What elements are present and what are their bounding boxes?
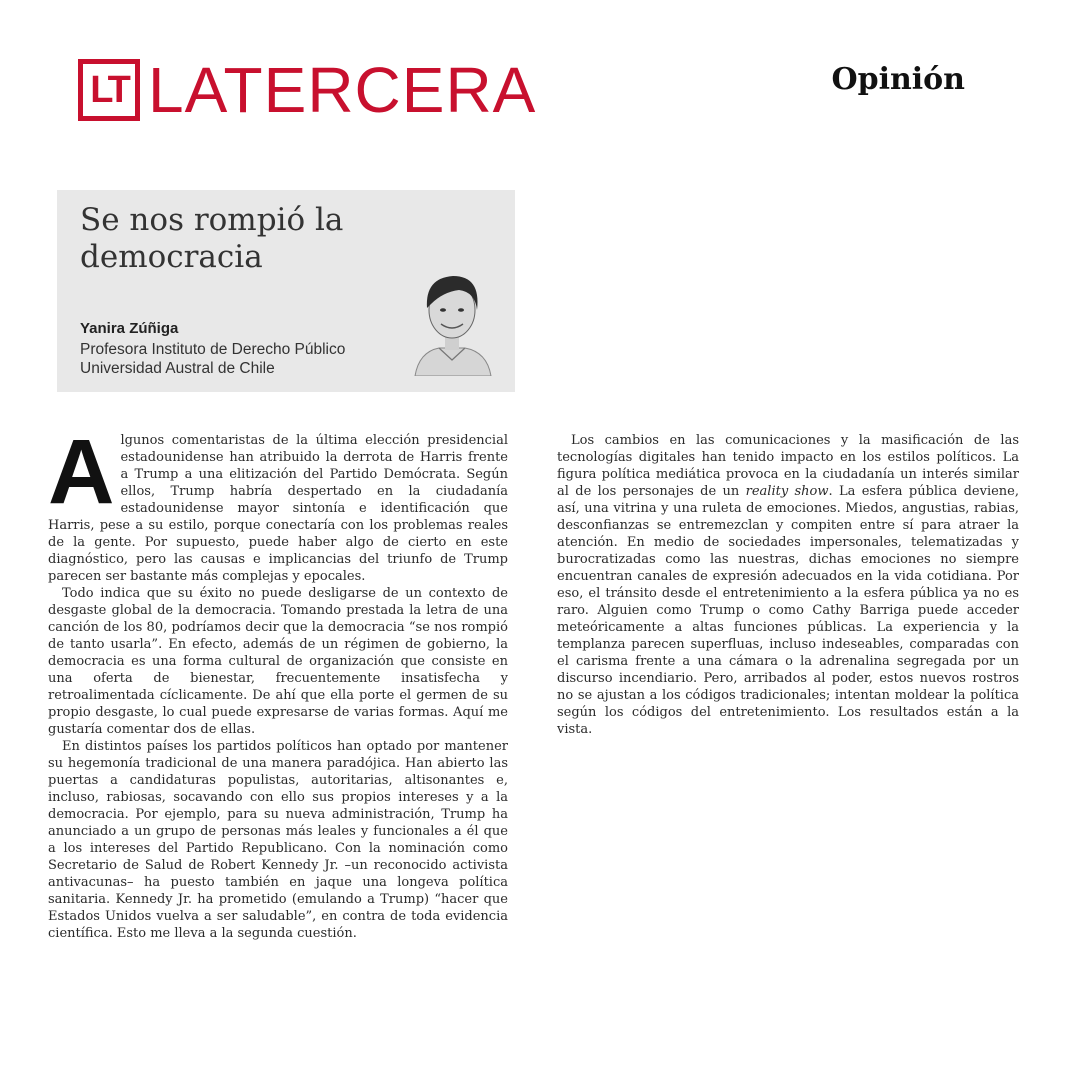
brand-name: LATERCERA [148, 54, 537, 126]
author-role-line1: Profesora Instituto de Derecho Público [80, 341, 346, 358]
section-label: Opinión [831, 62, 965, 97]
author-name: Yanira Zúñiga [80, 320, 179, 337]
article-column-2 [557, 432, 1019, 738]
reality-show-emphasis: reality show [745, 484, 829, 499]
paragraph-2: Todo indica que su éxito no puede desligarse de un contexto de desgaste global de la democracia. Tomando prestada la letra de una canción de los 80, podríamos decir que la democracia “se nos rompió de tanto usarla”. En efecto, además de un régimen de gobierno, la democracia es una forma cultural de organización que consiste en una oferta de bienestar, frecuentemente insatisfecha y retroalimentada cíclicamente. De ahí que ella porte el germen de su propio desgaste, lo cual puede expresarse de varias formas. Aquí me gustaría comentar dos de ellas. [48, 586, 508, 737]
paragraph-3: En distintos países los partidos políticos han optado por mantener su hegemonía tradicional de una manera paradójica. Han abierto las puertas a candidaturas populistas, autoritarias, altisonantes e, incluso, rabiosas, socavando con ello sus propios intereses y a la democracia. Por ejemplo, para su nueva administración, Trump ha anunciado a un grupo de personas más leales y funcionales a él que a los intereses del Partido Republicano. Con la nominación como Secretario de Salud de Robert Kennedy Jr. –un reconocido activista antivacunas– ha puesto también en jaque una longeva política sanitaria. Kennedy Jr. ha prometido (emulando a Trump) “hacer que Estados Unidos vuelva a ser saludable”, en contra de toda evidencia científica. Esto me lleva a la segunda cuestión. [48, 739, 508, 941]
article-title: Se nos rompió la democracia [80, 202, 344, 275]
article-header [57, 190, 515, 392]
drop-cap: A [48, 421, 115, 523]
author-role-line2: Universidad Austral de Chile [80, 360, 275, 377]
author-portrait [409, 264, 495, 376]
masthead-logo [78, 54, 537, 126]
author-role [80, 340, 345, 378]
article-column-1 [48, 421, 508, 942]
paragraph-1: Algunos comentaristas de la última elección presidencial estadounidense han atribuido la derrota de Harris frente a Trump a una elitización del Partido Demócrata. Según ellos, Trump habría despertado en la ciudadanía estadounidense mayor sintonía e identificación que Harris, pese a su estilo, porque conectaría con los problemas reales de la gente. Por supuesto, puede haber algo de cierto en este diagnóstico, pero las causas e implicancias del triunfo de Trump parecen ser bastante más complejas y epocales. [48, 421, 508, 584]
lt-logo-mark: LT [78, 59, 140, 121]
paragraph-4: Los cambios en las comunicaciones y la masificación de las tecnologías digitales han tenido impacto en los estilos políticos. La figura política mediática provoca en la ciudadanía un interés similar al de los personajes de un reality show. La esfera pública deviene, así, una vitrina y una ruleta de emociones. Miedos, angustias, rabias, desconfianzas se entremezclan y compiten entre sí para atraer la atención. En medio de sociedades impersonales, telematizadas y burocratizadas como las nuestras, dichas emociones no siempre encuentran canales de expresión adecuados en la vida cotidiana. Por eso, el tránsito desde el entretenimiento a la esfera pública ya no es raro. Alguien como Trump o como Cathy Barriga puede acceder meteóricamente a altas funciones públicas. La experiencia y la templanza parecen superfluas, incluso indeseables, comparadas con el carisma frente a una cámara o la adrenalina segregada por un discurso incendiario. Pero, arribados al poder, estos nuevos rostros no se ajustan a los códigos tradicionales; intentan moldear la política según los códigos del entretenimiento. Los resultados están a la vista. [557, 433, 1019, 737]
